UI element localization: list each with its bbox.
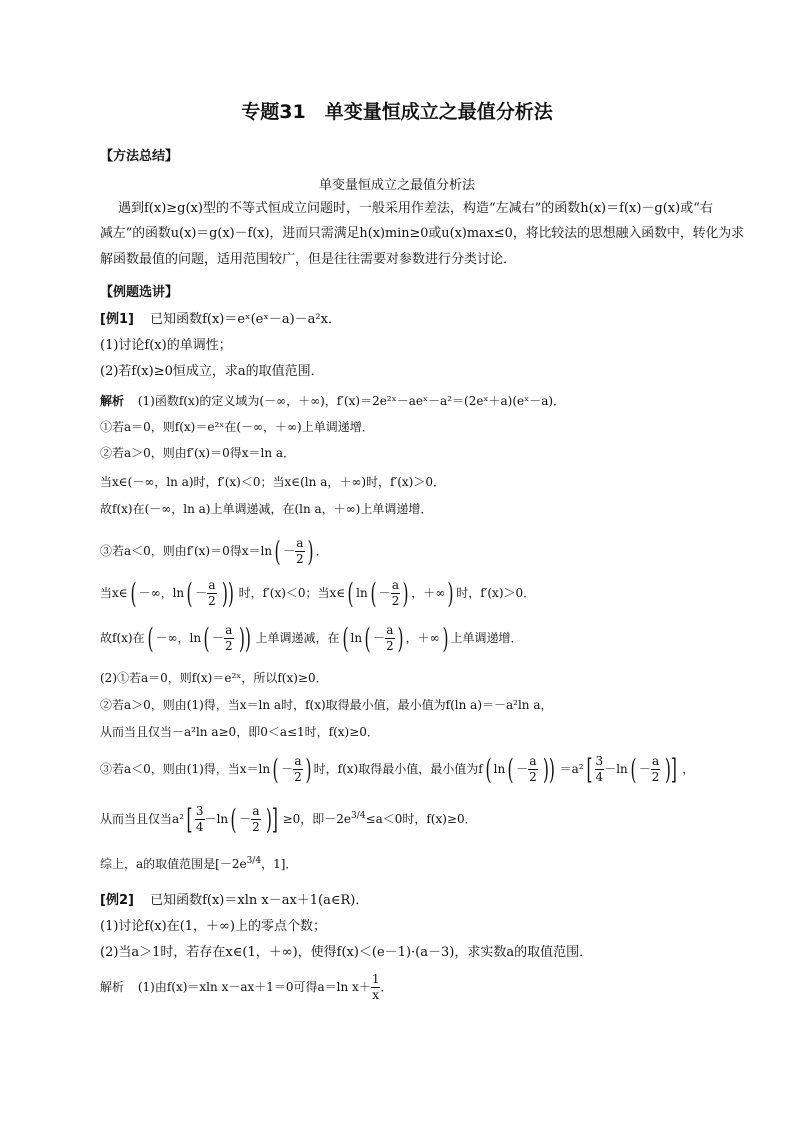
- ex1-label: [例1]: [100, 312, 134, 327]
- page-title: 专题31 单变量恒成立之最值分析法: [241, 101, 553, 123]
- ex1-s13: 从而当且仅当a²[ $\frac{3}{4}$ －ln( － $\frac{a}{2}$ )] ≥0，即$-2e^{3/4}\le a<0$时，f(x)≥0．: [100, 802, 477, 836]
- method-line-3: 解函数最值的问题，适用范围较广，但是往往需要对参数进行分类讨论．: [100, 252, 517, 267]
- ex1-q2: (2)若f(x)≥0恒成立，求a的取值范围．: [100, 364, 324, 379]
- paren-open: (: [274, 534, 281, 568]
- method-header: 【方法总结】: [100, 149, 179, 164]
- ex1-s1: (1)函数f(x)的定义域为(－∞，＋∞)，f′(x)＝2e²ˣ－aeˣ－a²＝(2eˣ＋a)(eˣ－a)．: [137, 394, 566, 408]
- ex1-s2: ①若a＝0，则f(x)＝e²ˣ在(－∞，＋∞)上单调递增．: [100, 420, 374, 434]
- ex1-s3: ②若a＞0，则由f′(x)＝0得x＝ln a．: [100, 446, 296, 460]
- ex1-s6: ③若a＜0，则由f′(x)＝0得x＝ln( － $\frac{a}{2}$ ) ．: [100, 534, 328, 568]
- ex1-statement: [100, 311, 341, 329]
- ex2-stmt-text: 已知函数f(x)＝xln x－ax＋1(a∈R)．: [150, 893, 369, 908]
- ex1-s4: 当x∈(－∞，ln a)时，f′(x)＜0；当x∈(ln a，＋∞)时，f′(x)＞0．: [100, 475, 445, 489]
- ex2-statement: [100, 892, 368, 910]
- ex1-s11: 从而当且仅当－a²ln a≥0，即0＜a≤1时，f(x)≥0．: [100, 725, 379, 739]
- ex1-s9: (2)①若a＝0，则f(x)＝e²ˣ，所以f(x)≥0．: [100, 671, 328, 685]
- ex1-sol-1: [100, 392, 565, 410]
- exponent-3-4: 3/4: [351, 811, 366, 821]
- ex2-q2: (2)当a＞1时，若存在x∈(1，＋∞)，使得f(x)＜(e－1)·(a－3)，求实数a的取值范围．: [100, 945, 593, 960]
- ex1-q1: (1)讨论f(x)的单调性；: [100, 338, 232, 353]
- ex1-s5: 故f(x)在(－∞，ln a)上单调递减，在(ln a，＋∞)上单调递增．: [100, 502, 433, 516]
- ex1-s10: ②若a＞0，则由(1)得，当x＝ln a时，f(x)取得最小值，最小值为f(ln a)＝－a²ln a，: [100, 698, 553, 712]
- ex1-s8: 故f(x)在( －∞，ln( － $\frac{a}{2}$ )) 上单调递减，在( ln( － $\frac{a}{2}$ ) ，＋∞) 上单调递增．: [100, 621, 523, 655]
- ex1-s7: 当x∈( －∞，ln( － $\frac{a}{2}$ )) 时，f′(x)＜0；当x∈( ln( － $\frac{a}{2}$ ) ，＋∞) 时，f′(x)＞0．: [100, 576, 536, 610]
- paren-close: ): [307, 534, 314, 568]
- frac-a-over-2: $\frac{a}{2}$: [296, 536, 304, 566]
- ex1-s12: ③若a＜0，则由(1)得，当x＝ln( － $\frac{a}{2}$ ) 时，f(x)取得最小值，最小值为f( ln( － $\frac{a}{2}$ )) ＝a²[ $\frac{3}{4}$ －ln( － $\frac{a}{2}$ )] ，: [100, 752, 695, 786]
- ex2-sol-label: 解析: [100, 980, 125, 994]
- frac-1-over-x: $\frac{1}{x}$: [371, 972, 380, 1002]
- ex1-sol-label: 解析: [100, 394, 125, 408]
- ex1-s14: 综上，a的取值范围是[$-2e^{3/4}$，1]．: [100, 856, 298, 871]
- ex1-s6-text: ③若a＜0，则由f′(x)＝0得x＝ln: [100, 544, 273, 558]
- ex2-sol-1: 解析 (1)由f(x)＝xln x－ax＋1＝0可得a＝ln x＋ $\frac{1}{x}$ ．: [100, 972, 393, 1002]
- method-line-2: 减左”的函数u(x)＝g(x)－f(x)，进而只需满足h(x)min≥0或u(x)max≤0，将比较法的思想融入函数中，转化为求: [100, 226, 745, 241]
- ex2-q1: (1)讨论f(x)在(1，＋∞)上的零点个数；: [100, 919, 326, 934]
- ex1-stmt-text: 已知函数f(x)＝eˣ(eˣ－a)－a²x．: [150, 312, 341, 327]
- ex2-label: [例2]: [100, 893, 134, 908]
- examples-header: 【例题选讲】: [100, 285, 179, 300]
- method-subtitle: 单变量恒成立之最值分析法: [318, 178, 475, 193]
- method-line-1: 遇到f(x)≥g(x)型的不等式恒成立问题时，一般采用作差法，构造“左减右”的函数h(x)＝f(x)－g(x)或“右: [118, 201, 713, 216]
